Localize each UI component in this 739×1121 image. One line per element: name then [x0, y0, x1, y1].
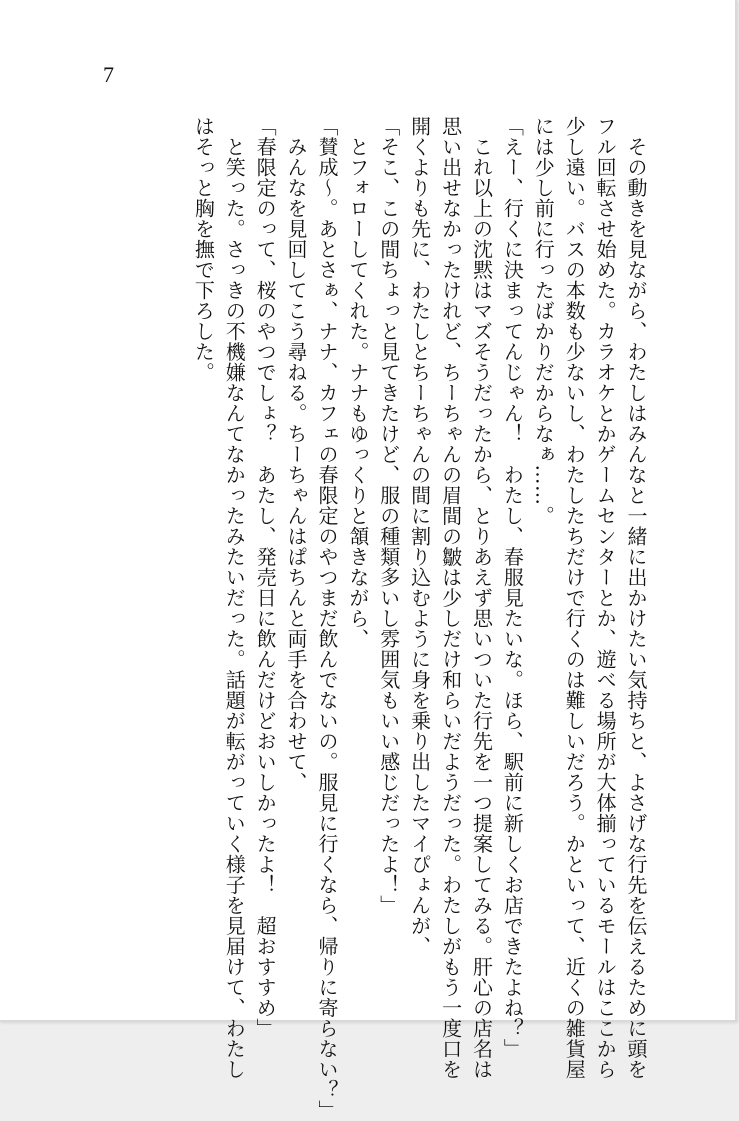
text-line: と笑った。さっきの不機嫌なんてなかったみたいだった。話題が転がっていく様子を見届けて、わたし	[222, 116, 247, 1080]
text-line: みんなを見回してこう尋ねる。ちーちゃんはぱちんと両手を合わせて、	[284, 116, 309, 793]
text-line: 思い出せなかったけれど、ちーちゃんの眉間の皺は少しだけ和らいだようだった。わたしがもう一度口を	[438, 116, 463, 1080]
text-line: 「春限定のって、桜のやつでしょ？ あたし、発売日に飲んだけどおいしかったよ！ 超おすすめ」	[253, 116, 278, 1039]
text-line: フル回転させ始めた。カラオケとかゲームセンターとか、遊べる場所が大体揃っているモールはここから	[593, 116, 618, 1080]
text-line: これ以上の沈黙はマズそうだったから、とりあえず思いついた行先を一つ提案してみる。肝心の店名は	[469, 116, 494, 1080]
text-line: はそっと胸を撫で下ろした。	[191, 116, 216, 383]
vertical-text-block	[187, 116, 651, 1121]
text-line: 「そこ、この間ちょっと見てきたけど、服の種類多いし雰囲気もいい感じだったよ！」	[376, 116, 401, 916]
text-line: 少し遠い。バスの本数も少ないし、わたしたちだけで行くのは難しいだろう。かといって、近くの雑貨屋	[562, 116, 587, 1080]
text-line: その動きを見ながら、わたしはみんなと一緒に出かけたい気持ちと、よさげな行先を伝えるために頭を	[624, 116, 648, 1080]
text-line: とフォローしてくれた。ナナもゆっくりと頷きながら、	[345, 116, 370, 649]
text-line: 「えー、行くに決まってんじゃん！ わたし、春服見たいな。ほら、駅前に新しくお店できたよね？」	[500, 116, 525, 1059]
text-line: には少し前に行ったばかりだからなぁ……。	[531, 116, 556, 526]
page-number: 7	[103, 62, 114, 87]
text-line: 開くよりも先に、わたしとちーちゃんの間に割り込むように身を乗り出したマイぴょんが、	[407, 116, 432, 957]
text-line: 「賛成～。あとさぁ、ナナ、カフェの春限定のやつまだ飲んでないの。服見に行くなら、帰りに寄らない？」	[314, 116, 339, 1121]
